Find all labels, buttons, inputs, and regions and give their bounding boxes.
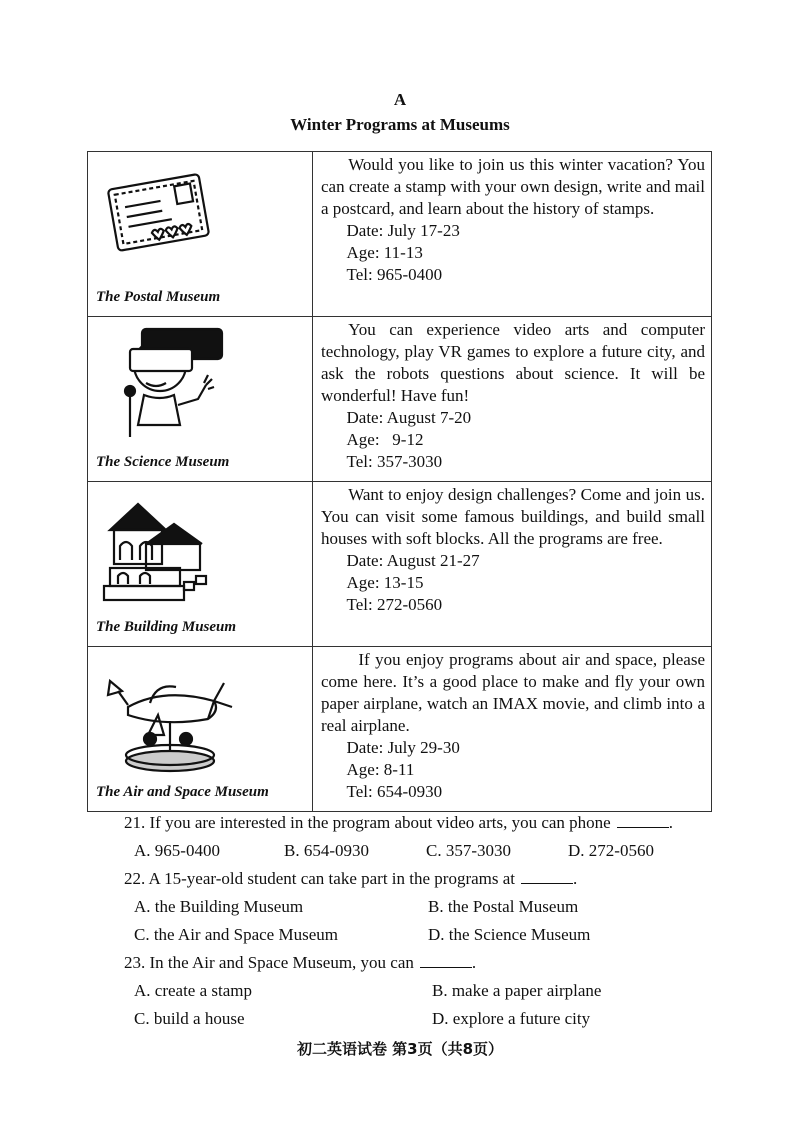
museum-description-cell	[313, 152, 712, 317]
program-tel: Tel: 272-0560	[346, 595, 443, 614]
page-footer: 初二英语试卷 第3页（共8页）	[296, 1040, 504, 1058]
question-21	[124, 812, 724, 834]
option-b: B. the Postal Museum	[428, 897, 579, 916]
option-row	[134, 980, 724, 1002]
table-row	[88, 647, 712, 812]
option-row	[134, 840, 724, 862]
postcard-icon	[100, 160, 210, 260]
answer-blank	[521, 868, 573, 884]
museum-description: You can experience video arts and computer technology, play VR games to explore a future city, and ask the robots questions about science. It will be wonderful! Have fun!	[321, 320, 705, 405]
option-b: B. 654-0930	[284, 841, 369, 860]
museum-description-cell	[313, 647, 712, 812]
museum-description: Would you like to join us this winter vacation? You can create a stamp with your own design, write and mail a postcard, and learn about the history of stamps.	[321, 155, 705, 218]
museum-picture-cell	[88, 647, 313, 812]
question-stem: 21. If you are interested in the program about video arts, you can phone	[124, 813, 611, 832]
answer-blank	[420, 952, 472, 968]
question-23	[124, 952, 724, 974]
program-age: Age: 8-11	[346, 760, 415, 779]
option-a: A. 965-0400	[134, 841, 220, 860]
table-row	[88, 317, 712, 482]
option-a: A. the Building Museum	[134, 897, 304, 916]
page-title: Winter Programs at Museums	[290, 115, 510, 134]
program-date: Date: August 7-20	[346, 408, 472, 427]
block-house-icon	[100, 490, 230, 610]
option-a: A. create a stamp	[134, 981, 252, 1000]
museum-name: The Building Museum	[96, 619, 237, 635]
museum-picture-cell	[88, 317, 313, 482]
museum-name: The Air and Space Museum	[96, 784, 269, 800]
museum-picture-cell	[88, 482, 313, 647]
option-c: C. the Air and Space Museum	[134, 925, 338, 944]
option-b: B. make a paper airplane	[432, 981, 602, 1000]
question-stem: 23. In the Air and Space Museum, you can	[124, 953, 414, 972]
program-date: Date: August 21-27	[346, 551, 480, 570]
museum-picture-cell	[88, 152, 313, 317]
program-tel: Tel: 654-0930	[346, 782, 443, 801]
program-age: Age: 13-15	[346, 573, 424, 592]
questions-section	[124, 812, 724, 1036]
option-row	[134, 896, 724, 918]
question-end: .	[573, 869, 578, 888]
option-d: D. 272-0560	[568, 841, 654, 860]
airplane-model-icon	[100, 655, 240, 775]
table-row	[88, 152, 712, 317]
vr-headset-boy-icon	[100, 325, 230, 445]
table-row	[88, 482, 712, 647]
program-age: Age: 9-12	[346, 430, 424, 449]
museum-name: The Postal Museum	[96, 289, 221, 305]
museum-description-cell	[313, 482, 712, 647]
museum-programs-table	[87, 151, 712, 812]
program-date: Date: July 17-23	[346, 221, 460, 240]
museum-description: If you enjoy programs about air and space, please come here. It’s a good place to make and fly your own paper airplane, watch an IMAX movie, and climb into a real airplane.	[321, 650, 705, 735]
program-tel: Tel: 965-0400	[346, 265, 443, 284]
answer-blank	[617, 812, 669, 828]
section-letter: A	[393, 90, 407, 109]
program-age: Age: 11-13	[346, 243, 423, 262]
option-d: D. the Science Museum	[428, 925, 591, 944]
museum-description: Want to enjoy design challenges? Come and join us. You can visit some famous buildings, and build small houses with soft blocks. All the programs are free.	[321, 485, 705, 548]
question-22	[124, 868, 724, 890]
program-date: Date: July 29-30	[346, 738, 460, 757]
option-row	[134, 924, 724, 946]
program-tel: Tel: 357-3030	[346, 452, 443, 471]
question-stem: 22. A 15-year-old student can take part in the programs at	[124, 869, 516, 888]
option-c: C. build a house	[134, 1009, 245, 1028]
option-d: D. explore a future city	[432, 1009, 591, 1028]
museum-description-cell	[313, 317, 712, 482]
question-end: .	[668, 813, 673, 832]
option-c: C. 357-3030	[426, 841, 511, 860]
question-end: .	[471, 953, 477, 972]
museum-name: The Science Museum	[96, 454, 230, 470]
option-row	[134, 1008, 724, 1030]
